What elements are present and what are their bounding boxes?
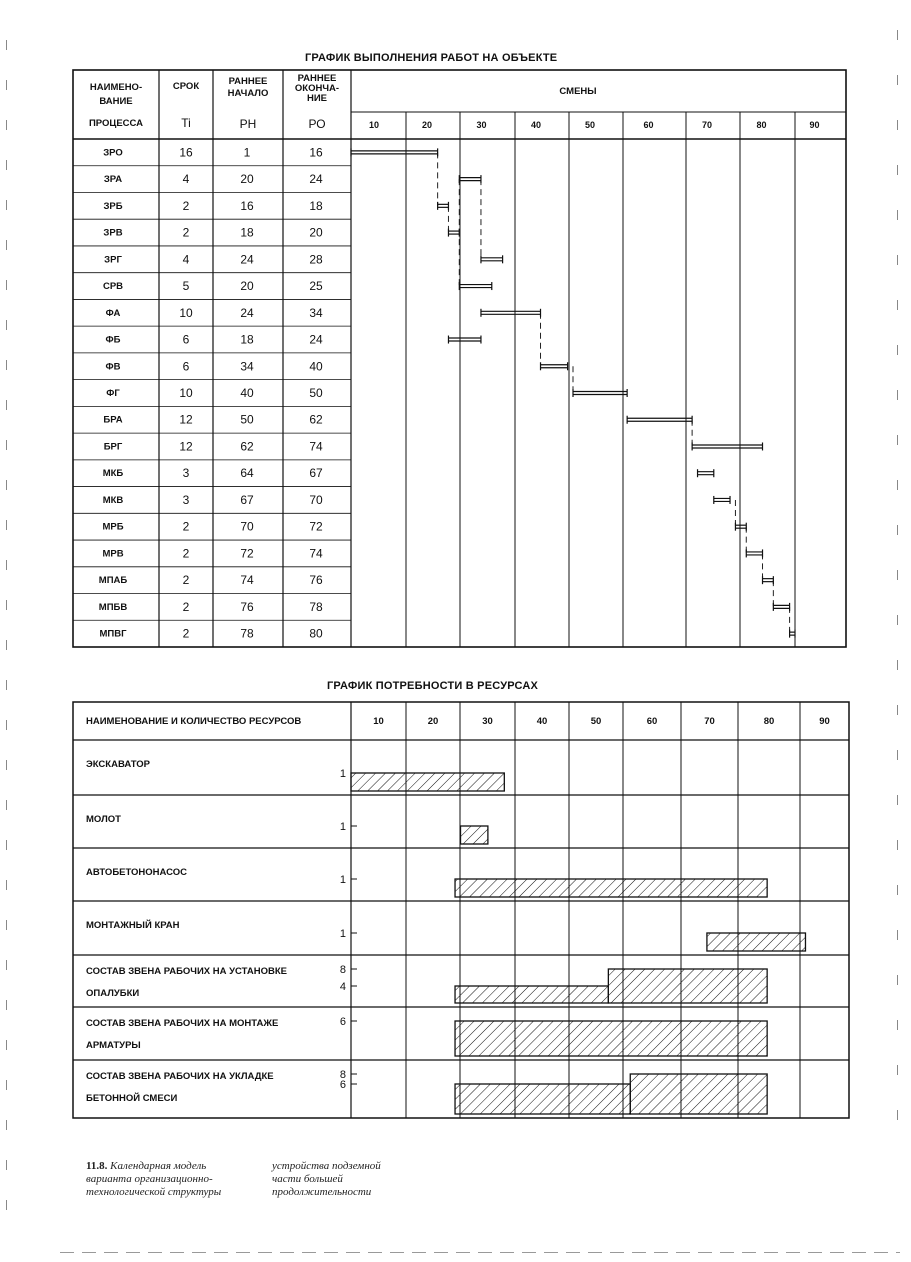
process-early-start: 24 [240, 252, 254, 267]
figure-caption-continued [272, 1160, 432, 1199]
caption-line-5: части большей [272, 1173, 343, 1185]
process-name: ФБ [105, 334, 121, 346]
resource-name: СОСТАВ ЗВЕНА РАБОЧИХ НА УСТАНОВКЕ [86, 966, 287, 977]
shift-tick-label: 60 [643, 120, 654, 130]
process-early-finish: 67 [309, 466, 323, 481]
process-duration: 10 [179, 305, 193, 320]
resource-name: АРМАТУРЫ [86, 1040, 141, 1051]
process-early-finish: 25 [309, 279, 323, 294]
resource-tick-label: 50 [590, 716, 602, 727]
process-name: МРБ [102, 521, 124, 533]
process-early-start: 16 [240, 198, 254, 213]
process-early-start: 24 [240, 305, 254, 320]
process-duration: 5 [182, 279, 190, 294]
process-early-finish: 24 [309, 332, 323, 347]
process-name: БРГ [103, 441, 123, 453]
resource-level-label: 4 [339, 981, 346, 993]
process-early-finish: 40 [309, 359, 323, 374]
process-early-finish: 34 [309, 305, 323, 320]
shift-tick-label: 70 [701, 120, 713, 130]
process-early-start: 72 [240, 546, 254, 561]
shift-tick-label: 30 [476, 120, 487, 130]
process-duration: 4 [182, 252, 190, 267]
process-duration: 4 [182, 172, 190, 187]
process-early-finish: 28 [309, 252, 323, 267]
process-early-start: 40 [240, 386, 254, 400]
right-scan-edge [897, 30, 898, 1130]
resource-tick-label: 40 [536, 716, 548, 727]
process-early-finish: 24 [309, 172, 323, 187]
header-name: ПРОЦЕССА [88, 118, 144, 129]
resource-bar [455, 1084, 630, 1114]
schedule-title: ГРАФИК ВЫПОЛНЕНИЯ РАБОТ НА ОБЪЕКТЕ [305, 52, 558, 64]
resource-name: ОПАЛУБКИ [86, 988, 140, 999]
process-duration: 12 [179, 412, 193, 427]
process-duration: 2 [182, 225, 190, 240]
resource-name: АВТОБЕТОНОНАСОС [86, 867, 188, 878]
process-early-finish: 72 [309, 519, 323, 534]
process-early-finish: 78 [309, 599, 323, 614]
resource-level-label: 6 [339, 1016, 346, 1028]
process-duration: 10 [179, 386, 193, 400]
process-early-finish: 74 [309, 546, 323, 561]
header-early-finish-symbol: РО [308, 117, 326, 131]
resource-level-label: 8 [339, 964, 346, 976]
header-early-start: РАННЕЕ [228, 76, 268, 87]
shift-tick-label: 90 [809, 120, 820, 130]
process-duration: 2 [182, 573, 190, 588]
resource-tick-label: 30 [482, 716, 493, 727]
resource-level-label: 8 [339, 1069, 346, 1081]
process-duration: 2 [182, 626, 190, 641]
process-duration: 16 [179, 145, 193, 160]
header-duration-symbol: Ti [181, 116, 191, 130]
process-early-finish: 50 [309, 386, 323, 400]
caption-line-2: варианта организационно- [86, 1173, 213, 1185]
resources-title: ГРАФИК ПОТРЕБНОСТИ В РЕСУРСАХ [327, 680, 539, 692]
process-early-start: 70 [240, 519, 254, 534]
shift-tick-label: 80 [756, 120, 767, 130]
header-early-start-symbol: РН [239, 117, 257, 131]
process-name: МРВ [102, 548, 124, 560]
caption-line-1: Календарная модель [110, 1160, 207, 1172]
caption-number: 11.8. [86, 1160, 108, 1172]
resource-tick-label: 90 [819, 716, 830, 727]
process-early-finish: 16 [309, 145, 323, 160]
resource-tick-label: 20 [427, 716, 439, 727]
resource-level-label: 1 [339, 821, 346, 833]
process-name: МКБ [102, 468, 124, 480]
process-early-finish: 74 [309, 439, 323, 454]
process-early-start: 18 [240, 332, 254, 347]
process-name: ФГ [106, 388, 120, 399]
process-name: ЗРБ [103, 200, 123, 212]
process-duration: 2 [182, 519, 190, 534]
process-early-start: 78 [240, 626, 254, 641]
process-early-start: 20 [240, 172, 254, 187]
resource-name: БЕТОННОЙ СМЕСИ [86, 1093, 178, 1104]
figure-caption [86, 1160, 271, 1199]
process-early-finish: 62 [309, 412, 323, 427]
process-early-start: 67 [240, 492, 254, 507]
resource-level-label: 1 [339, 874, 346, 886]
process-duration: 2 [182, 198, 190, 213]
process-name: СРВ [102, 281, 124, 293]
caption-line-4: устройства подземной [272, 1160, 381, 1172]
process-duration: 3 [182, 492, 190, 507]
process-early-start: 18 [240, 225, 254, 240]
left-scan-edge [6, 40, 7, 1220]
process-early-start: 76 [240, 599, 254, 614]
shift-tick-label: 40 [530, 120, 542, 130]
header-early-start: НАЧАЛО [227, 88, 269, 99]
resource-name: СОСТАВ ЗВЕНА РАБОЧИХ НА МОНТАЖЕ [86, 1018, 279, 1029]
resource-name: МОНТАЖНЫЙ КРАН [86, 920, 180, 931]
caption-line-3: технологической структуры [86, 1186, 222, 1198]
process-name: БРА [103, 414, 123, 426]
process-name: МКВ [102, 494, 124, 506]
process-early-start: 74 [240, 573, 254, 588]
resource-bar [455, 986, 608, 1003]
resource-header: НАИМЕНОВАНИЕ И КОЛИЧЕСТВО РЕСУРСОВ [86, 716, 302, 727]
process-name: ЗРА [103, 174, 123, 186]
resource-tick-label: 10 [373, 716, 384, 727]
shift-tick-label: 50 [584, 120, 596, 130]
resource-bar [461, 826, 488, 844]
header-early-finish: ОКОНЧА- [294, 83, 340, 94]
process-duration: 12 [179, 439, 193, 454]
process-duration: 6 [182, 332, 190, 347]
bottom-scan-edge [60, 1252, 900, 1253]
shift-tick-label: 20 [421, 120, 433, 130]
resource-level-label: 6 [339, 1079, 346, 1091]
process-early-start: 64 [240, 466, 254, 481]
resource-tick-label: 80 [763, 716, 775, 727]
resource-bar [455, 1021, 767, 1056]
resource-name: МОЛОТ [86, 814, 121, 825]
process-early-start: 20 [240, 279, 254, 294]
process-name: ФА [105, 307, 121, 319]
resource-bar [608, 969, 767, 1003]
process-duration: 2 [182, 546, 190, 561]
process-name: ЗРГ [104, 254, 122, 266]
header-name: НАИМЕНО- [89, 82, 143, 93]
header-shifts: СМЕНЫ [559, 86, 597, 97]
process-early-finish: 76 [309, 573, 323, 588]
process-early-finish: 70 [309, 492, 323, 507]
process-early-finish: 20 [309, 225, 323, 240]
caption-line-6: продолжительности [272, 1186, 372, 1198]
resource-name: СОСТАВ ЗВЕНА РАБОЧИХ НА УКЛАДКЕ [86, 1071, 274, 1082]
process-name: ЗРО [103, 147, 123, 159]
process-name: ЗРВ [103, 227, 123, 239]
process-duration: 2 [182, 599, 190, 614]
process-duration: 3 [182, 466, 190, 481]
resource-tick-label: 70 [704, 716, 715, 727]
process-early-start: 34 [240, 359, 254, 374]
resource-bar [630, 1074, 767, 1114]
resource-level-label: 1 [339, 768, 346, 780]
header-duration: СРОК [172, 81, 200, 92]
resource-name: ЭКСКАВАТОР [86, 759, 151, 770]
process-early-start: 62 [240, 439, 254, 454]
process-name: МПВГ [99, 628, 127, 640]
process-early-start: 1 [243, 145, 251, 160]
resource-bar [455, 879, 767, 897]
process-name: ФВ [105, 361, 121, 373]
resource-bar [351, 773, 504, 791]
resource-level-label: 1 [339, 928, 346, 940]
process-name: МПБВ [98, 601, 128, 613]
process-early-finish: 18 [309, 198, 323, 213]
process-early-finish: 80 [309, 626, 323, 641]
header-early-finish: НИЕ [306, 93, 328, 104]
process-duration: 6 [182, 359, 190, 374]
header-name: ВАНИЕ [99, 96, 133, 107]
shift-tick-label: 10 [368, 120, 380, 130]
resource-tick-label: 60 [646, 716, 658, 727]
header-early-finish: РАННЕЕ [297, 73, 337, 84]
resource-bar [707, 933, 806, 951]
process-name: МПАБ [98, 575, 128, 587]
process-early-start: 50 [240, 412, 254, 427]
